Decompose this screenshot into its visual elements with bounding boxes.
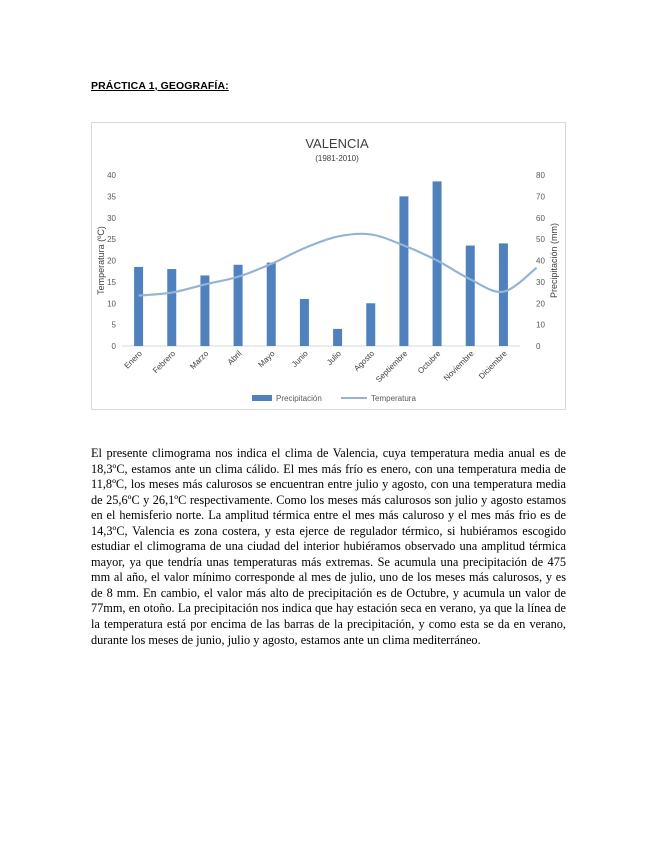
right-tick-label: 30 xyxy=(536,277,545,287)
precipitation-bar xyxy=(333,329,342,346)
month-label: Julio xyxy=(324,349,343,368)
month-label: Diciembre xyxy=(477,349,509,381)
left-tick-label: 25 xyxy=(107,235,116,245)
left-tick-label: 20 xyxy=(107,256,116,266)
right-tick-label: 60 xyxy=(536,213,545,223)
temperature-line xyxy=(139,234,537,296)
temperature-line-path xyxy=(139,234,537,296)
left-tick-label: 30 xyxy=(107,213,116,223)
legend-precipitation-label: Precipitación xyxy=(276,394,322,403)
right-axis xyxy=(536,171,559,351)
precipitation-bar xyxy=(366,303,375,346)
right-tick-label: 40 xyxy=(536,256,545,266)
climograph-chart xyxy=(91,122,566,410)
month-label: Febrero xyxy=(150,349,178,376)
right-tick-label: 10 xyxy=(536,320,545,330)
right-tick-label: 80 xyxy=(536,171,545,180)
page-heading: PRÁCTICA 1, GEOGRAFÍA: xyxy=(91,80,229,92)
precipitation-bar xyxy=(300,299,309,346)
precipitation-bar xyxy=(433,181,442,346)
month-label: Enero xyxy=(122,349,144,371)
month-label: Abril xyxy=(225,349,244,367)
precipitation-bar xyxy=(134,267,143,346)
precipitation-bar xyxy=(499,243,508,346)
body-paragraph: El presente climograma nos indica el clima de Valencia, cuya temperatura media anual es de 18,3ºC, estamos ante un clima cálido. El mes más frío es enero, con una temperatura media de 11,8ºC, los meses más calurosos se encuentran entre julio y agosto, con una temperatura media de 25,6ºC y 26,1ºC respectivamente. Como los meses más calurosos son julio y agosto estamos en el hemisferio norte. La amplitud térmica entre el mes más caluroso y el mes más frio es de 14,3ºC, Valencia es zona costera, y esta ejerce de regulador térmico, si hubiéramos escogido estudiar el climograma de una ciudad del interior hubiéramos observado una amplitud térmica mayor, ya que tendría unas temperaturas más extremas. Se acumula una precipitación de 475 mm al año, el valor mínimo corresponde al mes de julio, uno de los meses más calurosos, y es de 8 mm. En cambio, el valor más alto de precipitación es de Octubre, y acumula un valor de 77mm, en otoño. La precipitación nos indica que hay estación seca en verano, ya que la línea de la temperatura está por encima de las barras de la precipitación, y como esta se da en verano, durante los meses de junio, julio y agosto, estamos ante un clima mediterráneo. xyxy=(91,446,566,647)
left-axis-title: Temperatura (ºC) xyxy=(96,226,106,295)
month-label: Octubre xyxy=(416,349,443,376)
left-tick-label: 40 xyxy=(107,171,116,180)
left-tick-label: 10 xyxy=(107,299,116,309)
chart-svg xyxy=(92,123,567,411)
left-tick-label: 5 xyxy=(111,320,116,330)
chart-legend xyxy=(252,394,416,403)
chart-title: VALENCIA xyxy=(305,136,369,151)
legend-temperature-label: Temperatura xyxy=(371,394,416,403)
month-label: Agosto xyxy=(352,349,377,374)
month-label: Noviembre xyxy=(441,349,476,383)
right-axis-title: Precipitación (mm) xyxy=(549,222,559,299)
left-tick-label: 35 xyxy=(107,192,116,202)
month-label: Marzo xyxy=(188,349,211,372)
legend-precipitation-swatch xyxy=(252,395,272,401)
month-label: Septiembre xyxy=(374,349,410,385)
left-tick-label: 15 xyxy=(107,277,116,287)
precipitation-bar xyxy=(399,196,408,346)
left-tick-label: 0 xyxy=(111,342,116,351)
precipitation-bars xyxy=(134,181,508,346)
chart-subtitle: (1981-2010) xyxy=(315,154,359,163)
month-label: Junio xyxy=(289,349,310,369)
precipitation-bar xyxy=(167,269,176,346)
month-label: Mayo xyxy=(256,349,277,370)
right-tick-label: 70 xyxy=(536,192,545,202)
month-labels xyxy=(123,349,510,385)
right-tick-label: 20 xyxy=(536,299,545,309)
precipitation-bar xyxy=(466,246,475,346)
chart-title-group xyxy=(305,136,369,163)
precipitation-bar xyxy=(267,263,276,346)
right-tick-label: 50 xyxy=(536,235,545,245)
right-tick-label: 0 xyxy=(536,342,541,351)
